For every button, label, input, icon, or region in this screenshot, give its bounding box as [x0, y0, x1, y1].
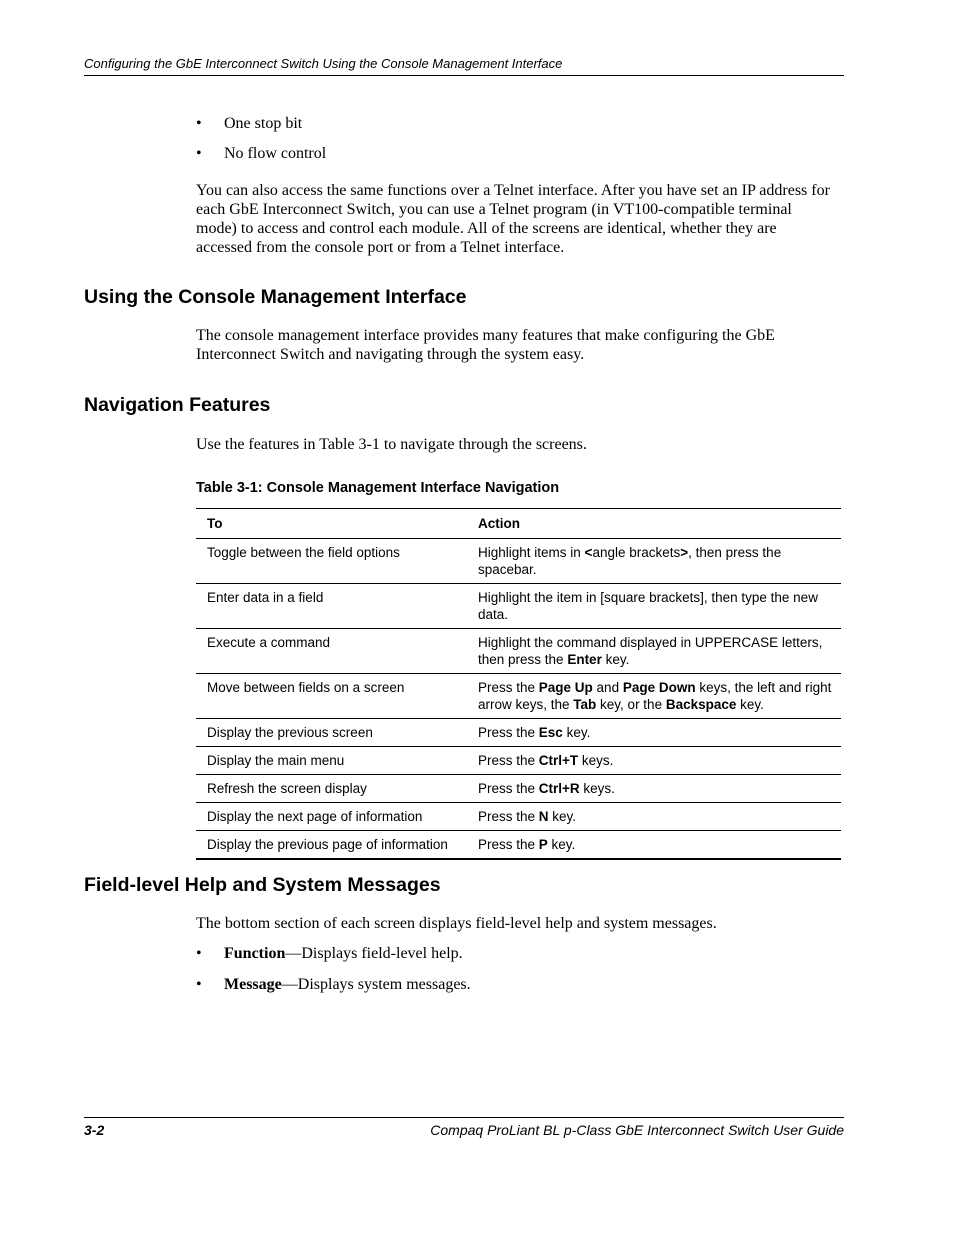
- key-name: P: [538, 837, 548, 852]
- document-title: Compaq ProLiant BL p-Class GbE Interconnect Switch User Guide: [430, 1122, 844, 1138]
- intro-paragraph: You can also access the same functions over a Telnet interface. After you have set an IP address for each GbE Interconnect Switch, you can use a Telnet program (in VT100-compatible terminal mode) to access and control each module. All of the screens are identical, whether they are accessed from the console port or from a Telnet interface.: [196, 182, 830, 256]
- cell-to: Display the next page of information: [196, 803, 467, 831]
- key-name: Page Up: [538, 680, 593, 695]
- bullet-glyph: •: [196, 976, 202, 993]
- table-header-row: [196, 509, 841, 539]
- key-name: N: [538, 809, 549, 824]
- cell-action: [467, 584, 841, 629]
- navigation-table: [196, 508, 841, 860]
- key-name: Tab: [573, 697, 597, 712]
- action-text: key, or the: [596, 697, 666, 712]
- list-item-term: Message: [224, 976, 282, 993]
- action-text: key.: [547, 837, 576, 852]
- running-footer: [84, 1117, 844, 1138]
- table-row: [196, 831, 841, 860]
- table-row: [196, 584, 841, 629]
- help-paragraph: The bottom section of each screen displays field-level help and system messages.: [196, 915, 717, 932]
- list-item: [196, 144, 326, 163]
- key-name: Ctrl+R: [538, 781, 580, 796]
- cell-action: [467, 629, 841, 674]
- cell-to: Display the previous screen: [196, 719, 467, 747]
- cell-action: [467, 775, 841, 803]
- heading-field-help: Field-level Help and System Messages: [84, 874, 441, 896]
- action-text: angle brackets: [592, 545, 681, 560]
- table-row: [196, 674, 841, 719]
- action-text: Highlight the command displayed in UPPERCASE letters, then press the: [478, 635, 823, 667]
- key-name: >: [680, 545, 689, 560]
- action-text: Highlight items in: [478, 545, 585, 560]
- cell-to: Refresh the screen display: [196, 775, 467, 803]
- action-text: key.: [548, 809, 577, 824]
- key-name: <: [584, 545, 593, 560]
- action-text: Press the: [478, 725, 539, 740]
- action-text: Press the: [478, 809, 539, 824]
- key-name: Ctrl+T: [538, 753, 579, 768]
- action-text: Press the: [478, 753, 539, 768]
- bullet-glyph: •: [196, 115, 202, 132]
- cell-to: Display the main menu: [196, 747, 467, 775]
- table-row: [196, 629, 841, 674]
- key-name: Enter: [567, 652, 602, 667]
- bullet-glyph: •: [196, 945, 202, 962]
- bullet-glyph: •: [196, 145, 202, 162]
- cell-action: [467, 719, 841, 747]
- cell-action: [467, 747, 841, 775]
- key-name: Esc: [538, 725, 563, 740]
- table-row: [196, 775, 841, 803]
- cell-action: [467, 803, 841, 831]
- key-name: Page Down: [622, 680, 696, 695]
- action-text: keys.: [578, 753, 614, 768]
- column-header-to: To: [196, 509, 467, 539]
- list-item-desc: —Displays system messages.: [281, 976, 471, 993]
- cell-to: Move between fields on a screen: [196, 674, 467, 719]
- cell-action: [467, 674, 841, 719]
- action-text: , then press the spacebar.: [478, 545, 782, 577]
- column-header-action: Action: [467, 509, 841, 539]
- heading-console-management: Using the Console Management Interface: [84, 286, 467, 308]
- navigation-paragraph: Use the features in Table 3-1 to navigate through the screens.: [196, 436, 587, 453]
- action-text: keys, the left and right arrow keys, the: [478, 680, 832, 712]
- cell-action: [467, 831, 841, 860]
- action-text: and: [592, 680, 623, 695]
- bullet-list-help: [196, 944, 471, 1006]
- action-text: key.: [736, 697, 764, 712]
- list-item-text: No flow control: [224, 145, 327, 162]
- running-header: Configuring the GbE Interconnect Switch Using the Console Management Interface: [84, 56, 844, 76]
- table-row: [196, 539, 841, 584]
- cell-to: Enter data in a field: [196, 584, 467, 629]
- table-caption: Table 3-1: Console Management Interface Navigation: [196, 480, 560, 496]
- cell-to: Execute a command: [196, 629, 467, 674]
- action-text: Press the: [478, 781, 539, 796]
- cell-to: Display the previous page of information: [207, 837, 448, 852]
- console-paragraph: The console management interface provides many features that make configuring the GbE Interconnect Switch and navigating through the system easy.: [196, 327, 775, 363]
- cell-action: [467, 539, 841, 584]
- action-text: Press the: [478, 680, 539, 695]
- table-row: [196, 747, 841, 775]
- page-number: 3-2: [84, 1122, 105, 1138]
- action-text: key.: [562, 725, 591, 740]
- list-item-text: One stop bit: [224, 115, 303, 132]
- key-name: Backspace: [665, 697, 737, 712]
- cell-to: Toggle between the field options: [196, 539, 467, 584]
- list-item-desc: —Displays field-level help.: [285, 945, 463, 962]
- action-text: Press the: [478, 837, 539, 852]
- list-item: [196, 114, 326, 133]
- action-text: keys.: [579, 781, 615, 796]
- list-item: [196, 944, 471, 963]
- list-item-term: Function: [224, 945, 286, 962]
- heading-navigation-features: Navigation Features: [84, 394, 271, 416]
- table-row: [196, 719, 841, 747]
- bullet-list-serial-settings: [196, 114, 326, 174]
- action-text: key.: [601, 652, 630, 667]
- list-item: [196, 975, 471, 994]
- table-row: [196, 803, 841, 831]
- action-text: Highlight the item in [square brackets], then type the new data.: [478, 590, 818, 622]
